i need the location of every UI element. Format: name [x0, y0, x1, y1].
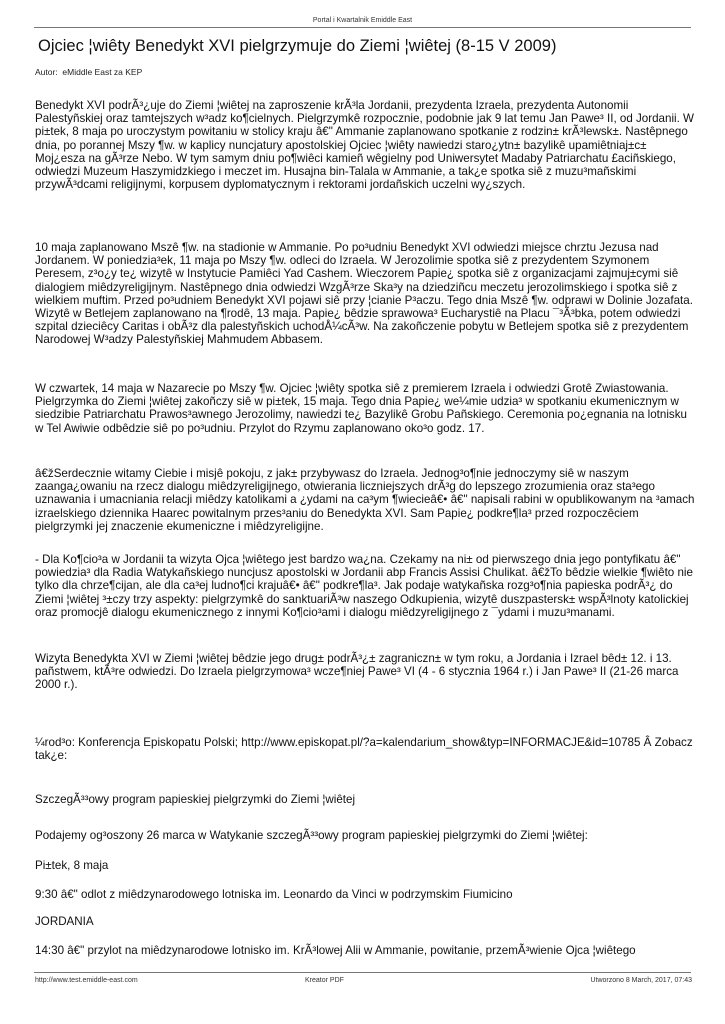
- paragraph-text: Podajemy og³oszony 26 marca w Watykanie szczegÃ³³owy program papieskiej pielgrzymki do Ziemi ¦wiêtej:: [35, 829, 588, 842]
- paragraph-text: â€žSerdecznie witamy Ciebie i misjê pokoju, z jak± przybywasz do Izraela. Jednog³o¶nie jednoczymy siê w naszym zaanga¿owaniu na rzecz dialogu miêdzyreligijnego, otwierania liczniejszych drÃ³g do lepszego zrozumienia oraz sta³ego uznawania i umacniania relacji miêdzy katolikami a ¿ydami na ca³ym ¶wiecieâ€• â€" napisali rabini w opublikowanym na ³amach izraelskiego dziennika Haarec powitalnym przes³aniu do Benedykta XVI. Sam Papie¿ podkre¶la³ przed rozpoczêciem pielgrzymki jej znaczenie ekumeniczne i miêdzyreligijne.: [35, 467, 695, 533]
- paragraph-text: Wizytê w Betlejem zaplanowano na ¶rodê, 13 maja. Papie¿ bêdzie sprawowa³ Eucharystiê na Placu ¯³Ã³bka, potem odwiedzi szpital dzieciêcy Caritas i obÃ³z dla palestyñskich uchodÅ¼cÃ³w. Na zakoñczenie pobytu w Betlejem spotka siê z prezydentem Narodowej W³adzy Palestyñskiej Mahmudem Abbasem.: [35, 307, 689, 347]
- source-line: [35, 736, 695, 762]
- program-day: [35, 859, 695, 872]
- program-heading: [35, 793, 695, 806]
- paragraph-intro: [35, 99, 695, 191]
- paragraph-text: 14:30 â€" przylot na miêdzynarodowe lotnisko im. KrÃ³lowej Alii w Ammanie, powitanie, przemÃ³wienie Ojca ¦wiêtego: [35, 944, 636, 957]
- article-title: Ojciec ¦wiêty Benedykt XVI pielgrzymuje do Ziemi ¦wiêtej (8-15 V 2009): [38, 37, 557, 55]
- paragraph-text: 9:30 â€" odlot z miêdzynarodowego lotniska im. Leonardo da Vinci w podrzymskim Fiumicino: [35, 888, 513, 901]
- author-name: eMiddle East za KEP: [62, 67, 143, 77]
- paragraph-jerusalem: [35, 241, 695, 347]
- paragraph-visit-summary: [35, 652, 695, 692]
- page-header: Portal i Kwartalnik Emiddle East: [312, 17, 413, 24]
- paragraph-rabbis: [35, 467, 695, 533]
- footer-created: Utworzono 8 March, 2017, 07:43: [590, 977, 692, 984]
- paragraph-text: W czwartek, 14 maja w Nazarecie po Mszy ¶w. Ojciec ¦wiêty spotka siê z premierem Izraela i odwiedzi Grotê Zwiastowania. Pielgrzymka do Ziemi ¦wiêtej zakoñczy siê w pi±tek, 15 maja. Tego dnia Papie¿ we¼mie udzia³ w spotkaniu ekumenicznym w siedzibie Patriarchatu Prawos³awnego Jerozolimy, nawiedzi te¿ Bazylikê Grobu Pañskiego. Ceremonia po¿egnania na lotnisku w Tel Awiwie odbêdzie siê po po³udniu. Przylot do Rzymu zaplanowano oko³o godz. 17.: [35, 382, 687, 435]
- paragraph-text: Benedykt XVI podrÃ³¿uje do Ziemi ¦wiêtej na zaproszenie krÃ³la Jordanii, prezydenta Izraela, prezydenta Autonomii Palestyñskiej oraz tamtejszych w³adz ko¶cielnych. Pielgrzymkê rozpocznie, podobnie jak 9 lat temu Jan Pawe³ II, od Jordanii. W pi±tek, 8 maja po uroczystym powitaniu w stolicy kraju â€" Ammanie zaplanowano spotkanie z rodzin± krÃ³lewsk±. Nastêpnego dnia, po porannej Mszy ¶w. w kaplicy nuncjatury apostolskiej Ojciec ¦wiêty nawiedzi staro¿ytn± bazylikê upamiêtniaj±c± Moj¿esza na gÃ³rze Nebo. W tym samym dniu po¶wiêci kamieñ wêgielny pod Uniwersytet Madaby Patriarchatu £aciñskiego, odwiedzi Muzeum Haszymidzkiego i meczet im. Husajna bin-Talala w Ammanie, a tak¿e spotka siê z muzu³mañskimi przywÃ³dcami religijnymi, korpusem dyplomatycznym i rektorami jordañskich uczelni wy¿szych.: [35, 99, 694, 192]
- program-country: [35, 915, 695, 928]
- paragraph-text: SzczegÃ³³owy program papieskiej pielgrzymki do Ziemi ¦wiêtej: [35, 793, 356, 806]
- paragraph-nazareth: [35, 382, 695, 435]
- paragraph-text: Pi±tek, 8 maja: [35, 859, 109, 872]
- author-line: [35, 67, 142, 77]
- footer-url: http://www.test.emiddle-east.com: [35, 977, 138, 984]
- program-intro: [35, 829, 695, 842]
- paragraph-nuncio: [35, 553, 695, 619]
- header-divider: [34, 27, 691, 28]
- paragraph-text: JORDANIA: [35, 915, 94, 928]
- footer-generator: Kreator PDF: [305, 977, 344, 984]
- paragraph-text: - Dla Ko¶cio³a w Jordanii ta wizyta Ojca ¦wiêtego jest bardzo wa¿na. Czekamy na ni± od pierwszego dnia jego pontyfikatu â€" powiedzia³ dla Radia Watykañskiego nuncjusz apostolski w Jordanii abp Francis Assisi Chulikat. â€žTo bêdzie wielkie ¶wiêto nie tylko dla chrze¶cijan, ale dla ca³ej ludno¶ci krajuâ€• â€" podkre¶la³. Jak podaje watykañska rozg³o¶nia papieska podrÃ³¿ do Ziemi ¦wiêtej ³±czy trzy aspekty: pielgrzymkê do sanktuariÃ³w naszego Odkupienia, wizytê duszpastersk± wspÃ³lnoty katolickiej oraz promocjê dialogu ekumenicznego z innymi Ko¶cio³ami i dialogu miêdzyreligijnego z ¯ydami i muzu³manami.: [35, 553, 693, 619]
- paragraph-text: ¼rod³o: Konferencja Episkopatu Polski; http://www.episkopat.pl/?a=kalendarium_show&typ=INFORMACJE&id=10785 Â Zobacz tak¿e:: [35, 736, 693, 763]
- paragraph-text: Wizyta Benedykta XVI w Ziemi ¦wiêtej bêdzie jego drug± podrÃ³¿± zagraniczn± w tym roku, a Jordania i Izrael bêd± 12. i 13. pañstwem, ktÃ³re odwiedzi. Do Izraela pielgrzymowa³ wcze¶niej Pawe³ VI (4 - 6 stycznia 1964 r.) i Jan Pawe³ II (21-26 marca 2000 r.).: [35, 652, 679, 692]
- author-label: Autor:: [35, 67, 58, 77]
- program-item: [35, 888, 695, 901]
- footer-divider: [34, 972, 691, 973]
- program-item: [35, 944, 695, 957]
- paragraph-text: 10 maja zaplanowano Mszê ¶w. na stadionie w Ammanie. Po po³udniu Benedykt XVI odwiedzi miejsce chrztu Jezusa nad Jordanem. W poniedzia³ek, 11 maja po Mszy ¶w. odleci do Izraela. W Jerozolimie spotka siê z prezydentem Szymonem Peresem, z³o¿y te¿ wizytê w Instytucie Pamiêci Yad Cashem. Wieczorem Papie¿ spotka siê z organizacjami zajmuj±cymi siê dialogiem miêdzyreligijnym. Nastêpnego dnia odwiedzi WzgÃ³rze Ska³y na dziedziñcu meczetu jerozolimskiego i spotka siê z wielkiem muftim. Przed po³udniem Benedykt XVI pojawi siê przy ¦cianie P³aczu. Tego dnia Mszê ¶w. odprawi w Dolinie Jozafata.: [35, 241, 693, 307]
